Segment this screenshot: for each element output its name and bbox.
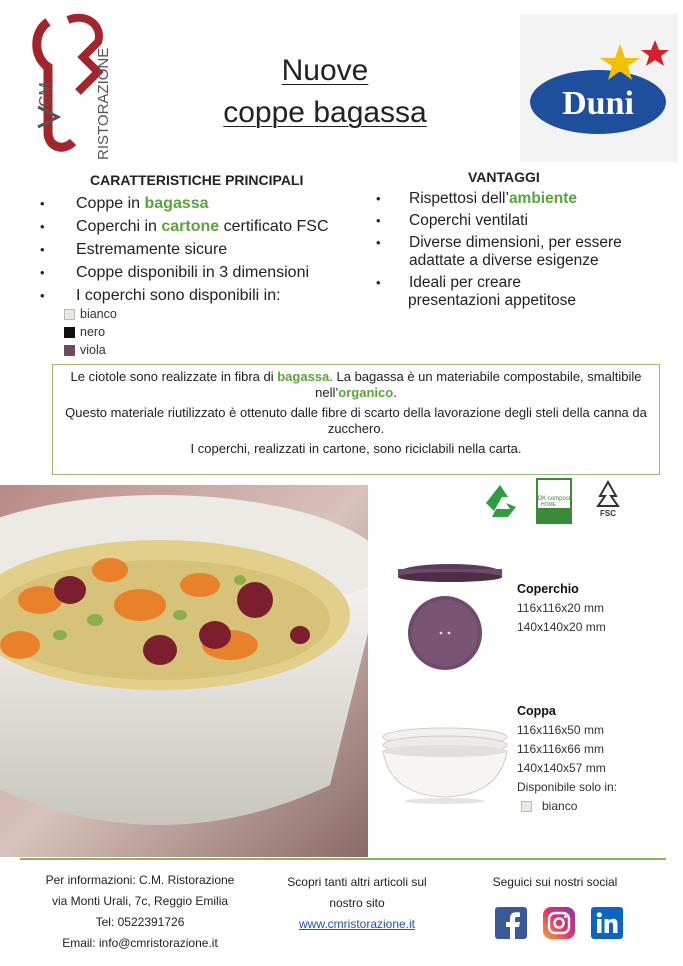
website-link[interactable]: www.cmristorazione.it [298,917,416,931]
duni-logo [520,14,678,162]
svg-text:FSC: FSC [600,509,616,518]
title-line-2: coppe bagassa [223,96,427,129]
bowl-size: 116x116x50 mm [517,723,604,737]
bowl-details [517,702,617,815]
info-paragraph-2: Questo materiale riutilizzato è ottenuto dalle fibre di scarto della lavorazione degli steli della canna da zucchero. [65,405,647,436]
feature-item: • Coperchi in cartone certificato FSC [40,215,370,238]
advantages-title: VANTAGGI [468,169,540,185]
svg-text:HOME: HOME [541,502,556,508]
footer-address: via Monti Urali, 7c, Reggio Emilia [51,894,229,908]
footer-phone: Tel: 0522391726 [95,915,185,929]
color-option-nero: nero [64,323,117,341]
fsc-icon [588,478,628,524]
instagram-icon[interactable] [542,906,576,940]
features-title: CARATTERISTICHE PRINCIPALI [90,172,304,188]
certification-icons [480,478,628,524]
advantage-item: • Rispettosi dell’ambiente [376,190,676,208]
cm-ristorazione-logo [28,12,118,162]
footer-social-title: Seguici sui nostri social [492,875,618,889]
svg-text:OK compost: OK compost [537,496,571,502]
social-links [494,906,624,940]
lid-image [395,563,505,673]
lid-title: Coperchio [517,582,579,596]
duni-logo-text: Duni [562,85,634,122]
footer-discover-line: Scopri tanti altri articoli sul [287,875,427,889]
recycle-icon [480,478,520,524]
footer-email: Email: info@cmristorazione.it [62,936,218,950]
color-swatch [64,309,75,320]
lid-size: 116x116x20 mm [517,601,604,615]
ok-compost-home-icon [534,478,574,524]
color-swatch [521,801,532,812]
bowl-title: Coppa [517,704,556,718]
bowl-size: 116x116x66 mm [517,742,604,756]
svg-text:RISTORAZIONE: RISTORAZIONE [95,47,112,160]
info-paragraph-1: Le ciotole sono realizzate in fibra di bagassa. La bagassa è un materiabile compostabile, smaltibile nell’organico. [70,369,642,400]
feature-item: • I coperchi sono disponibili in: [40,284,370,307]
feature-item: • Estremamente sicure [40,238,370,261]
advantages-list [376,190,676,296]
lid-size: 140x140x20 mm [517,620,606,634]
title-line-1: Nuove [281,54,369,87]
bowl-food-photo [0,485,368,857]
color-option-bianco: bianco [64,305,117,323]
bowl-color-bianco: bianco [517,797,617,815]
footer-website-block [272,872,442,935]
feature-item: • Coppe disponibili in 3 dimensioni [40,261,370,284]
facebook-icon[interactable] [494,906,528,940]
feature-item: • Coppe in bagassa [40,192,370,215]
advantage-item: • Ideali per creare [376,274,676,292]
color-swatch [64,327,75,338]
advantage-item: • Coperchi ventilati [376,212,676,230]
advantage-tail-text: presentazioni appetitose [408,292,577,309]
color-swatch [64,345,75,356]
advantage-item: • Diverse dimensioni, per essere adattate a diverse esigenze [376,234,676,270]
bowl-size: 140x140x57 mm [517,761,606,775]
footer-divider [20,858,666,860]
info-box [52,364,660,475]
footer-contact-info [40,870,240,954]
svg-text:CM: CM [37,82,54,107]
linkedin-icon[interactable] [590,906,624,940]
footer-discover-line: nostro sito [329,896,385,910]
info-paragraph-3: I coperchi, realizzati in cartone, sono riciclabili nella carta. [190,441,522,456]
features-list [40,192,370,307]
lid-details [517,580,606,637]
lid-color-list [64,305,117,359]
bowl-availability-label: Disponibile solo in: [517,780,618,794]
bowl-image [380,725,510,805]
color-option-viola: viola [64,341,117,359]
footer-info-line: Per informazioni: C.M. Ristorazione [45,873,235,887]
page-title [170,50,480,134]
